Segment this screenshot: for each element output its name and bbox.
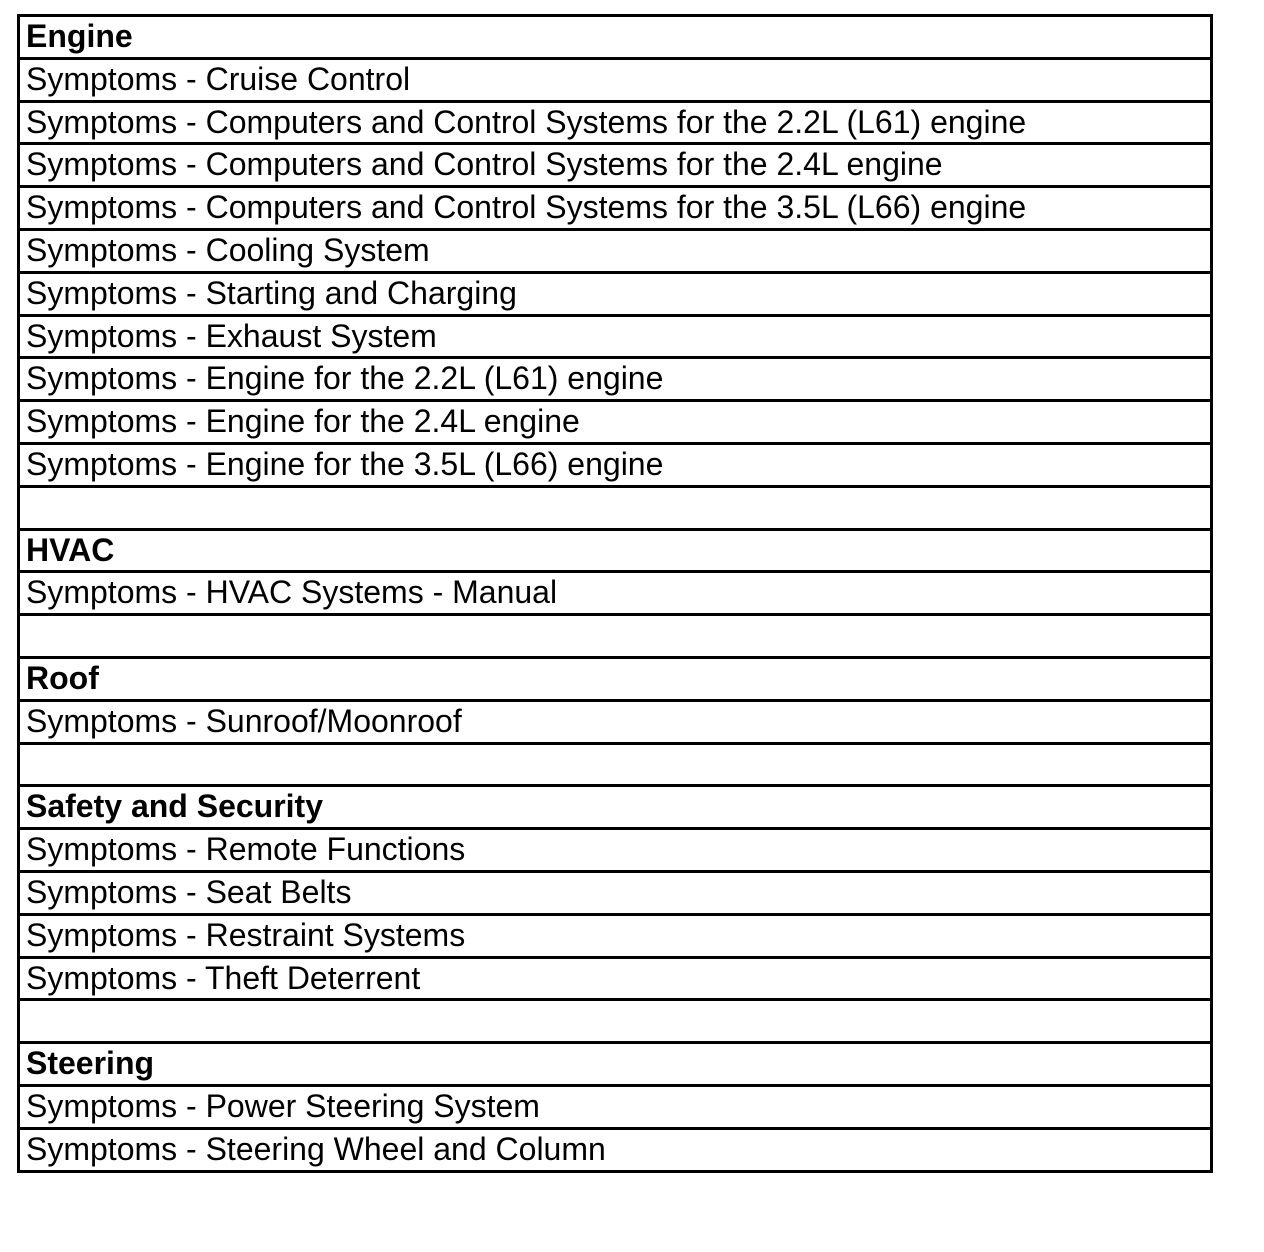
spacer-row [19,615,1212,658]
symptom-row [19,443,1212,486]
symptom-item: Symptoms - Remote Functions [19,829,1212,872]
symptoms-table-body [19,16,1212,1172]
symptom-row [19,187,1212,230]
symptom-row [19,871,1212,914]
symptom-item: Symptoms - Theft Deterrent [19,957,1212,1000]
spacer-row [19,743,1212,786]
symptom-row [19,101,1212,144]
symptom-item: Symptoms - HVAC Systems - Manual [19,572,1212,615]
section-heading: Roof [19,657,1212,700]
symptom-row [19,229,1212,272]
section-heading-row [19,786,1212,829]
symptom-row [19,572,1212,615]
section-heading: Engine [19,16,1212,59]
spacer-cell [19,615,1212,658]
symptom-row [19,144,1212,187]
symptom-row [19,1128,1212,1171]
spacer-cell [19,486,1212,529]
symptom-item: Symptoms - Power Steering System [19,1085,1212,1128]
symptom-row [19,58,1212,101]
symptom-row [19,957,1212,1000]
symptom-row [19,1085,1212,1128]
section-heading-row [19,1043,1212,1086]
section-heading-row [19,657,1212,700]
section-heading: Steering [19,1043,1212,1086]
symptoms-table [17,14,1213,1173]
symptom-item: Symptoms - Computers and Control Systems for the 2.4L engine [19,144,1212,187]
section-heading-row [19,529,1212,572]
symptom-row [19,358,1212,401]
spacer-row [19,1000,1212,1043]
symptom-item: Symptoms - Steering Wheel and Column [19,1128,1212,1171]
symptom-item: Symptoms - Sunroof/Moonroof [19,700,1212,743]
section-heading-row [19,16,1212,59]
symptom-item: Symptoms - Restraint Systems [19,914,1212,957]
symptom-item: Symptoms - Computers and Control Systems for the 2.2L (L61) engine [19,101,1212,144]
symptom-row [19,272,1212,315]
symptom-item: Symptoms - Seat Belts [19,871,1212,914]
symptom-row [19,401,1212,444]
symptom-row [19,315,1212,358]
symptom-row [19,700,1212,743]
symptom-item: Symptoms - Cruise Control [19,58,1212,101]
spacer-row [19,486,1212,529]
section-heading: HVAC [19,529,1212,572]
section-heading: Safety and Security [19,786,1212,829]
spacer-cell [19,743,1212,786]
spacer-cell [19,1000,1212,1043]
symptom-row [19,914,1212,957]
symptom-item: Symptoms - Engine for the 2.2L (L61) engine [19,358,1212,401]
symptom-item: Symptoms - Exhaust System [19,315,1212,358]
symptom-item: Symptoms - Starting and Charging [19,272,1212,315]
symptom-item: Symptoms - Cooling System [19,229,1212,272]
symptom-item: Symptoms - Engine for the 3.5L (L66) engine [19,443,1212,486]
symptom-item: Symptoms - Computers and Control Systems for the 3.5L (L66) engine [19,187,1212,230]
symptom-row [19,829,1212,872]
symptom-item: Symptoms - Engine for the 2.4L engine [19,401,1212,444]
